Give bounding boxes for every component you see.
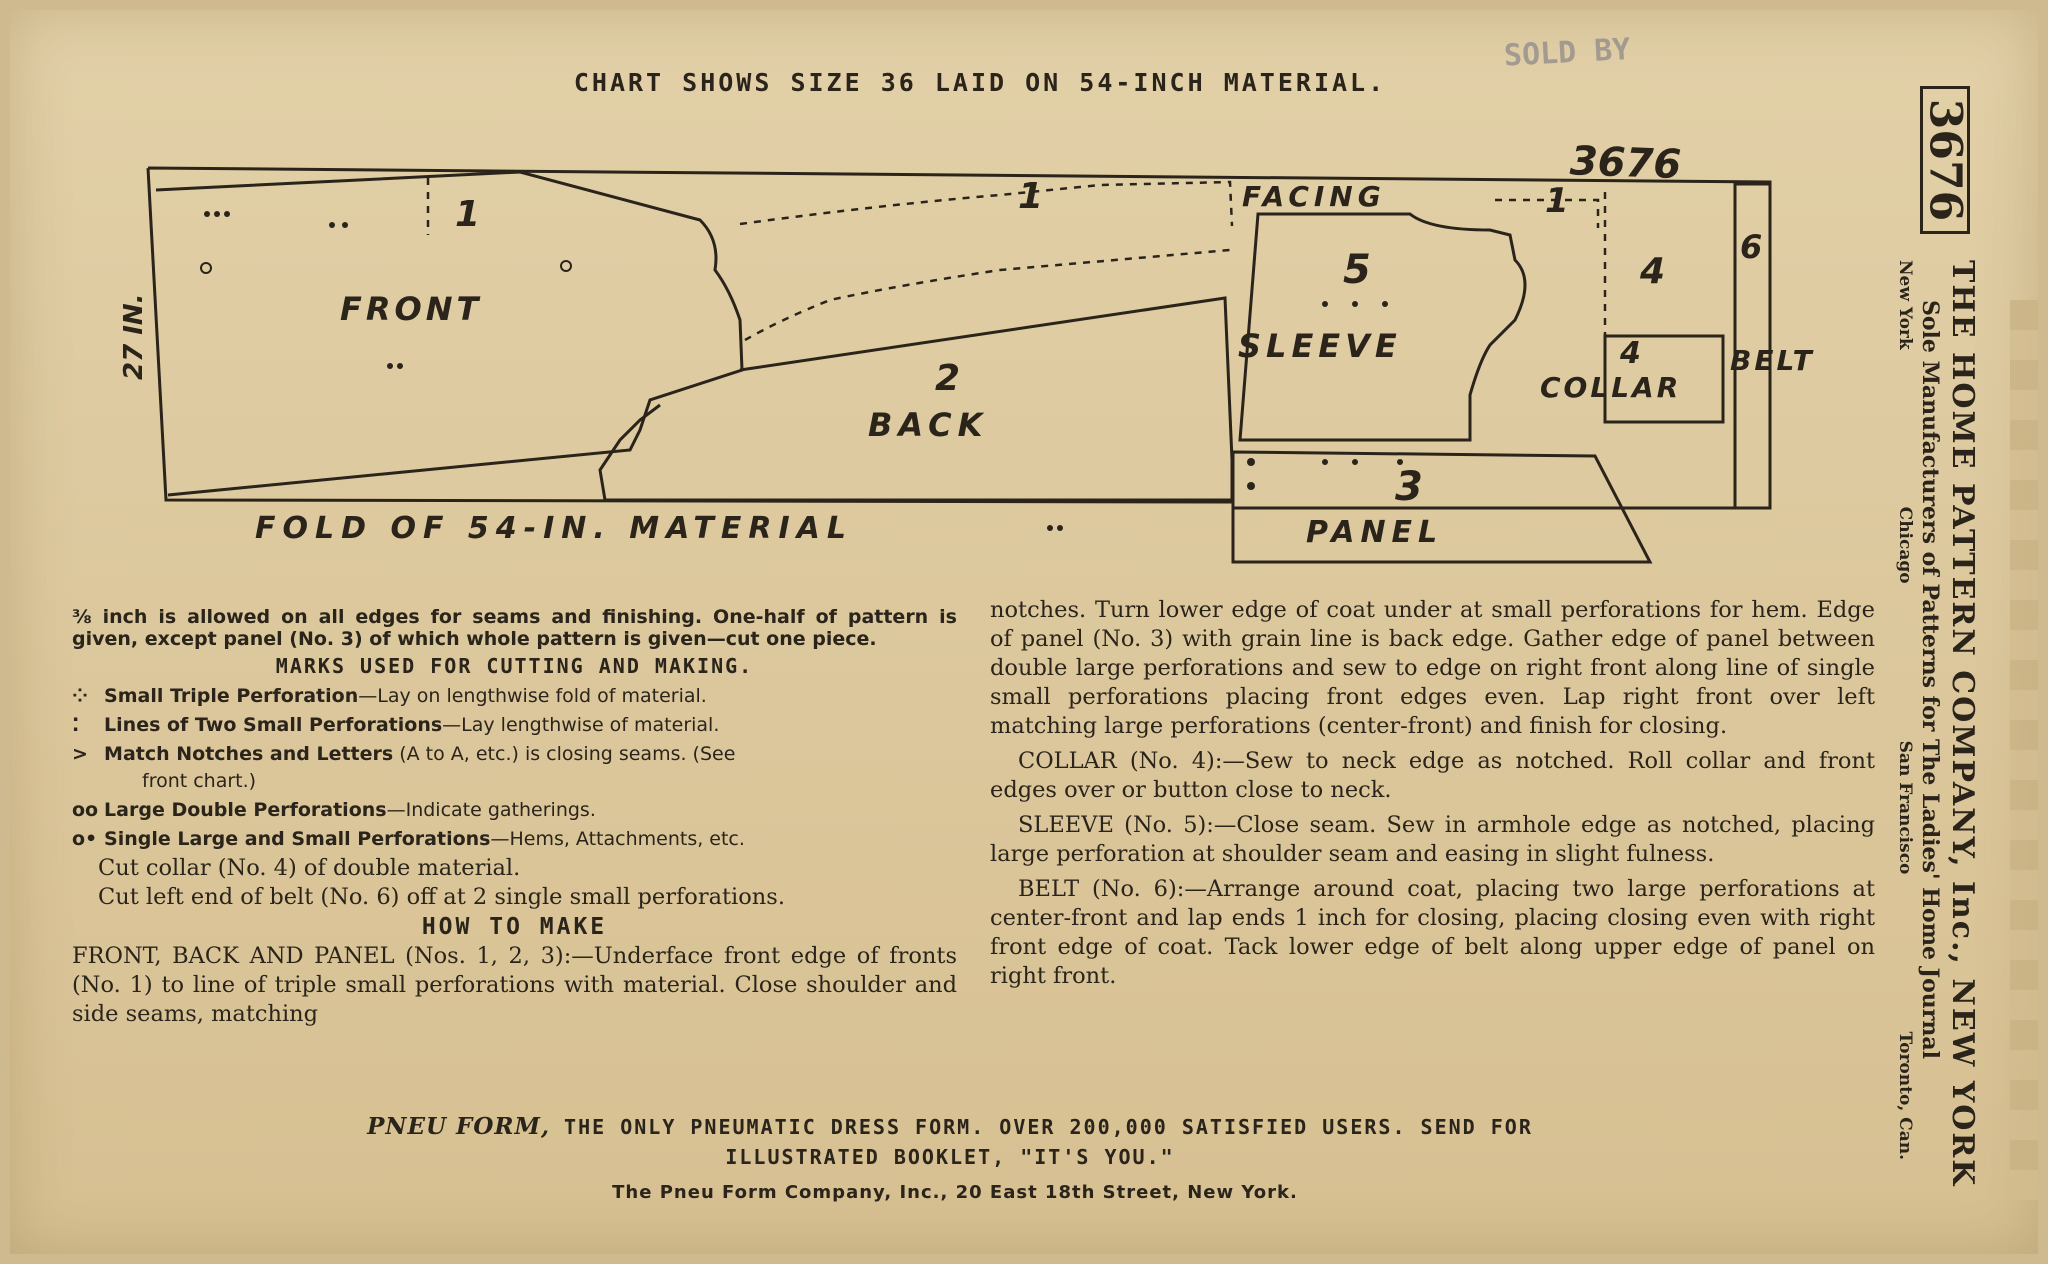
mark-notches	[72, 740, 957, 796]
fold-dashed-line	[745, 250, 1230, 340]
sleeve-instructions: SLEEVE (No. 5):—Close seam. Sew in armhole edge as notched, placing large perforation at shoulder seam and easing in slight fulness.	[990, 812, 1875, 867]
triple-perforation-icon: ⁘	[72, 685, 88, 707]
company-tagline: Sole Manufacturers of Patterns for The Ladies' Home Journal	[1917, 300, 1943, 1059]
panel-piece-number: 3	[1395, 464, 1423, 510]
collar-piece-number-b: 4	[1620, 336, 1641, 371]
belt-label: BELT	[1730, 344, 1815, 377]
marks-title: MARKS USED FOR CUTTING AND MAKING.	[275, 654, 754, 678]
sleeve-piece-number: 5	[1343, 247, 1371, 293]
back-piece-outline	[600, 298, 1232, 500]
notch-icon: >	[72, 743, 88, 765]
back-label: BACK	[868, 406, 989, 444]
mark-name: Single Large and Small Perforations	[104, 828, 491, 850]
front-piece-number: 1	[455, 194, 481, 235]
facing-label: FACING	[1242, 180, 1386, 213]
front-back-panel-instructions: FRONT, BACK AND PANEL (Nos. 1, 2, 3):—Underface front edge of fronts (No. 1) to line of triple small perforations with material. Close shoulder and side seams, matching	[72, 943, 957, 1027]
mark-two-perforations	[72, 711, 957, 740]
instructions-left-column	[72, 606, 957, 1029]
two-perforations-icon: ⁚	[72, 714, 80, 736]
instructions-right-column	[990, 596, 1875, 991]
publisher-block	[1840, 260, 1980, 1190]
company-cities	[1895, 260, 1915, 1160]
mark-desc: —Indicate gatherings.	[386, 799, 596, 821]
mark-name: Small Triple Perforation	[104, 685, 359, 707]
pneu-form-brand: PNEU FORM,	[367, 1113, 550, 1140]
continuation-instructions: notches. Turn lower edge of coat under at small perforations for hem. Edge of panel (No. 3) with grain line is back edge. Gather edge of panel between double large perforations and sew to edge on right front along line of single small perforations placing front edges even. Lap right front over left matching large perforations (center-front) and finish for closing.	[990, 597, 1875, 739]
facing-dashed-line	[740, 182, 1232, 226]
belt-piece-number: 6	[1740, 228, 1763, 266]
seller-stamp: SOLD BY	[1503, 32, 1632, 74]
collar-instructions: COLLAR (No. 4):—Sew to neck edge as notched. Roll collar and front edges over or button close to neck.	[990, 748, 1875, 803]
cut-belt-note: Cut left end of belt (No. 6) off at 2 single small perforations.	[98, 884, 785, 910]
cut-collar-note: Cut collar (No. 4) of double material.	[98, 855, 521, 881]
ad-line-2: ILLUSTRATED BOOKLET, "IT'S YOU."	[725, 1145, 1175, 1169]
seam-allowance-note: ⅜ inch is allowed on all edges for seams and finishing. One-half of pattern is given, except panel (No. 3) of which whole pattern is given—cut one piece.	[72, 606, 957, 650]
mark-single-large-small	[72, 825, 957, 854]
mark-desc: —Lay on lengthwise fold of material.	[358, 685, 707, 707]
front-label: FRONT	[340, 290, 483, 328]
pattern-number-box	[1920, 86, 1970, 234]
single-perforation-icon: o•	[72, 828, 98, 850]
front-piece-outline	[156, 172, 742, 495]
city-san-francisco: San Francisco	[1895, 740, 1915, 875]
mark-name: Large Double Perforations	[104, 799, 387, 821]
collar-label: COLLAR	[1540, 371, 1682, 404]
back-piece-number: 2	[935, 358, 961, 399]
ad-line-1: THE ONLY PNEUMATIC DRESS FORM. OVER 200,000 SATISFIED USERS. SEND FOR	[549, 1115, 1533, 1139]
mark-desc: —Lay lengthwise of material.	[442, 714, 720, 736]
fold-label: FOLD OF 54-IN. MATERIAL	[255, 511, 853, 546]
mark-name: Lines of Two Small Perforations	[104, 714, 443, 736]
chart-header: CHART SHOWS SIZE 36 LAID ON 54-INCH MATERIAL.	[573, 68, 1387, 97]
sleeve-label: SLEEVE	[1238, 327, 1402, 365]
width-label: 27 IN.	[119, 293, 149, 380]
mark-desc: —Hems, Attachments, etc.	[490, 828, 745, 850]
how-to-make-title: HOW TO MAKE	[421, 914, 608, 940]
facing-piece-number: 1	[1018, 176, 1044, 217]
collar-piece-number-a: 4	[1640, 251, 1666, 292]
pattern-number: 3676	[1919, 98, 1971, 222]
mark-large-double	[72, 796, 957, 825]
facing-end-number: 1	[1545, 181, 1569, 221]
pneu-form-ad	[0, 1113, 1900, 1140]
large-double-perforation-icon: oo	[72, 799, 99, 821]
company-name: THE HOME PATTERN COMPANY, Inc., NEW YORK	[1945, 260, 1980, 1188]
mark-desc-cont: front chart.)	[142, 770, 257, 792]
mark-desc: (A to A, etc.) is closing seams. (See	[393, 743, 736, 765]
mark-name: Match Notches and Letters	[104, 743, 394, 765]
mark-triple-perforation	[72, 682, 957, 711]
panel-label: PANEL	[1306, 515, 1444, 550]
belt-instructions: BELT (No. 6):—Arrange around coat, placing two large perforations at center-front and lap ends 1 inch for closing, placing closing even with right front edge of coat. Tack lower edge of belt along upper edge of panel on right front.	[990, 876, 1875, 989]
city-chicago: Chicago	[1895, 506, 1915, 584]
city-new-york: New York	[1895, 260, 1915, 350]
ad-address: The Pneu Form Company, Inc., 20 East 18th Street, New York.	[612, 1182, 1298, 1203]
city-toronto: Toronto, Can.	[1895, 1031, 1915, 1160]
handwritten-pattern-number: 3676	[1569, 138, 1682, 189]
